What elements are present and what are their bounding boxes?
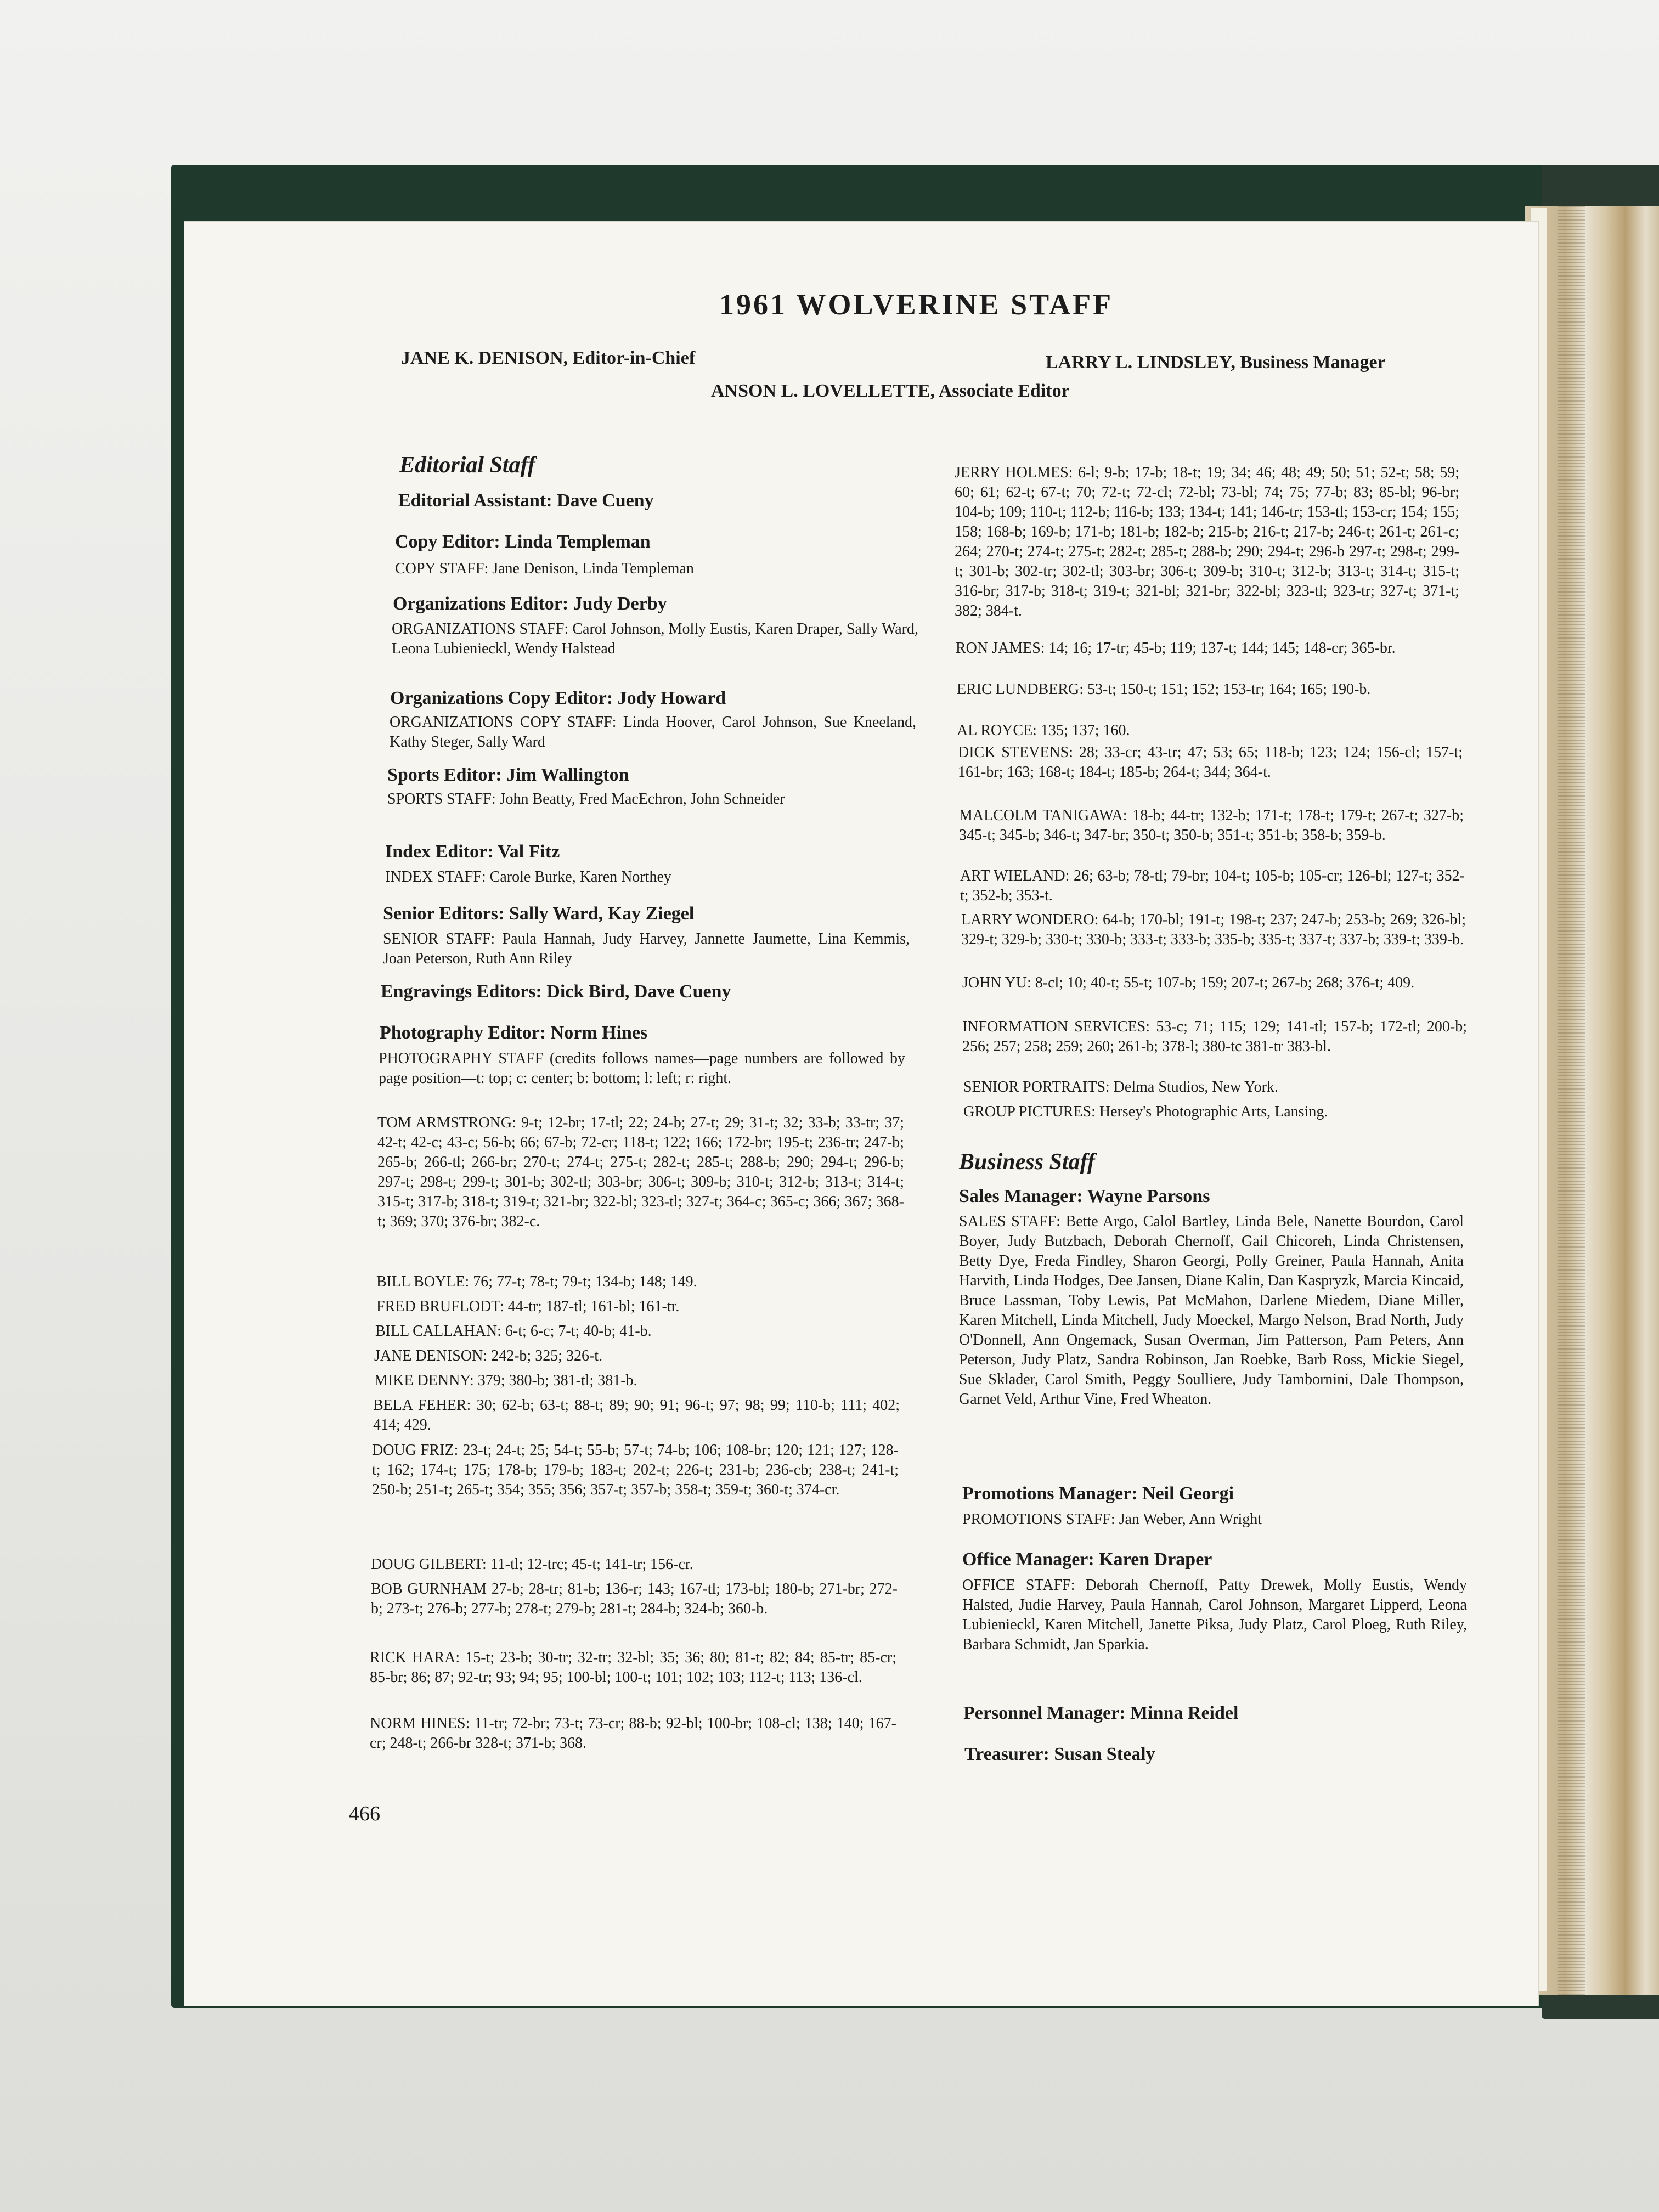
business-item: PROMOTIONS STAFF: Jan Weber, Ann Wright <box>962 1511 1262 1528</box>
business-item: Treasurer: Susan Stealy <box>964 1744 1155 1764</box>
photographer-credit: DOUG GILBERT: 11-tl; 12-trc; 45-t; 141-tr; 156-cr. <box>371 1556 693 1573</box>
editorial-item: INDEX STAFF: Carole Burke, Karen Northey <box>385 868 672 885</box>
editorial-item: SPORTS STAFF: John Beatty, Fred MacEchron, John Schneider <box>387 791 785 808</box>
business-staff-heading: Business Staff <box>959 1149 1095 1175</box>
editorial-item: ORGANIZATIONS STAFF: Carol Johnson, Molly Eustis, Karen Draper, Sally Ward, Leona Lubienieckl, Wendy Halstead <box>392 620 918 657</box>
business-item: Promotions Manager: Neil Georgi <box>962 1483 1234 1504</box>
photographer-credit: MALCOLM TANIGAWA: 18-b; 44-tr; 132-b; 171-t; 178-t; 179-t; 267-t; 327-b; 345-t; 345-b; 346-t; 347-br; 350-t; 350-b; 351-t; 351-b; 358-b; 359-b. <box>959 807 1464 844</box>
photographer-credit: JANE DENISON: 242-b; 325; 326-t. <box>374 1347 603 1364</box>
business-item: Sales Manager: Wayne Parsons <box>959 1186 1210 1206</box>
associate-editor: ANSON L. LOVELLETTE, Associate Editor <box>711 381 1070 401</box>
photographer-credit: BOB GURNHAM 27-b; 28-tr; 81-b; 136-r; 143; 167-tl; 173-bl; 180-b; 271-br; 272-b; 273-t; 276-b; 277-b; 278-t; 279-b; 281-t; 284-b; 324-b; 360-b. <box>371 1581 898 1617</box>
photographer-credit: ERIC LUNDBERG: 53-t; 150-t; 151; 152; 153-tr; 164; 165; 190-b. <box>957 681 1371 698</box>
editorial-item: Engravings Editors: Dick Bird, Dave Cueny <box>381 981 731 1002</box>
photographer-credit: LARRY WONDERO: 64-b; 170-bl; 191-t; 198-t; 237; 247-b; 253-b; 269; 326-bl; 329-t; 329-b; 330-t; 330-b; 333-t; 333-b; 335-b; 335-t; 337-t; 337-b; 339-t; 339-b. <box>961 911 1466 948</box>
photographer-credit: JERRY HOLMES: 6-l; 9-b; 17-b; 18-t; 19; 34; 46; 48; 49; 50; 51; 52-t; 58; 59; 60; 61; 62-t; 67-t; 70; 72-t; 72-cl; 72-bl; 73-bl; 74; 75; 77-b; 83; 85-bl; 96-br; 104-b; 109; 110-t; 112-b; 116-b; 133; 134-t; 141; 146-tr; 153-tl; 153-cr; 154; 155; 158; 168-b; 169-b; 171-b; 181-b; 182-b; 215-b; 216-t; 217-b; 246-t; 261-t; 261-c; 264; 270-t; 274-t; 275-t; 282-t; 285-t; 288-b; 290; 294-t; 296-b 297-t; 298-t; 299-t; 301-b; 302-tr; 302-tl; 303-br; 306-t; 309-b; 310-t; 312-b; 313-t; 314-t; 315-t; 316-br; 317-b; 318-t; 319-t; 321-bl; 321-br; 322-bl; 323-tl; 323-tr; 327-t; 371-t; 382; 384-t. <box>955 464 1459 619</box>
editorial-staff-heading: Editorial Staff <box>399 453 535 478</box>
yearbook-page <box>184 222 1538 2006</box>
photographer-credit: AL ROYCE: 135; 137; 160. <box>957 722 1130 739</box>
photographer-credit: DICK STEVENS: 28; 33-cr; 43-tr; 47; 53; 65; 118-b; 123; 124; 156-cl; 157-t; 161-br; 163; 168-t; 184-t; 185-b; 264-t; 344; 364-t. <box>958 744 1463 781</box>
photographer-credit: JOHN YU: 8-cl; 10; 40-t; 55-t; 107-b; 159; 207-t; 267-b; 268; 376-t; 409. <box>962 974 1415 991</box>
page-title: 1961 WOLVERINE STAFF <box>719 288 1114 321</box>
editorial-item: Copy Editor: Linda Templeman <box>395 532 651 552</box>
photographer-credit: GROUP PICTURES: Hersey's Photographic Arts, Lansing. <box>963 1103 1328 1120</box>
editorial-item: ORGANIZATIONS COPY STAFF: Linda Hoover, Carol Johnson, Sue Kneeland, Kathy Steger, Sally Ward <box>390 714 916 751</box>
editorial-item: Photography Editor: Norm Hines <box>380 1023 648 1043</box>
photographer-credit: RICK HARA: 15-t; 23-b; 30-tr; 32-tr; 32-bl; 35; 36; 80; 81-t; 82; 84; 85-tr; 85-cr; 85-br; 86; 87; 92-tr; 93; 94; 95; 100-bl; 100-t; 101; 102; 103; 112-t; 113; 136-cl. <box>370 1649 896 1686</box>
editorial-item: COPY STAFF: Jane Denison, Linda Templeman <box>395 560 694 577</box>
photographer-credit: MIKE DENNY: 379; 380-b; 381-tl; 381-b. <box>374 1372 637 1389</box>
business-item: Office Manager: Karen Draper <box>962 1549 1212 1570</box>
photographer-credit: BILL CALLAHAN: 6-t; 6-c; 7-t; 40-b; 41-b. <box>375 1323 652 1340</box>
editorial-item: Organizations Copy Editor: Jody Howard <box>390 688 726 708</box>
photographer-credit: DOUG FRIZ: 23-t; 24-t; 25; 54-t; 55-b; 57-t; 74-b; 106; 108-br; 120; 121; 127; 128-t; 162; 174-t; 175; 178-b; 179-b; 183-t; 202-t; 226-t; 231-b; 236-cb; 238-t; 241-t; 250-b; 251-t; 265-t; 354; 355; 356; 357-t; 357-b; 358-t; 359-t; 360-t; 374-cr. <box>372 1442 899 1498</box>
photographer-credit: BELA FEHER: 30; 62-b; 63-t; 88-t; 89; 90; 91; 96-t; 97; 98; 99; 110-b; 111; 402; 414; 429. <box>373 1397 900 1434</box>
editorial-item: PHOTOGRAPHY STAFF (credits follows names—page numbers are followed by page position—t: top; c: center; b: bottom; l: left; r: right. <box>379 1050 905 1087</box>
editorial-item: Senior Editors: Sally Ward, Kay Ziegel <box>383 904 695 924</box>
editorial-item: Editorial Assistant: Dave Cueny <box>398 490 654 511</box>
photographer-credit: BILL BOYLE: 76; 77-t; 78-t; 79-t; 134-b; 148; 149. <box>376 1273 697 1290</box>
editorial-item: Index Editor: Val Fitz <box>385 842 560 862</box>
business-item: SALES STAFF: Bette Argo, Calol Bartley, Linda Bele, Nanette Bourdon, Carol Boyer, Judy Butzbach, Deborah Chernoff, Gail Chicoreh, Linda Christensen, Betty Dye, Freda Findley, Sharon Georgi, Polly Greiner, Paula Hannah, Anita Harvith, Linda Hodges, Dee Jansen, Diane Kalin, Dan Kaspryzk, Marcia Kincaid, Bruce Lassman, Toby Lewis, Pat McMahon, Darlene Miedem, Diane Miller, Karen Mitchell, Linda Mitchell, Judy Moeckel, Margo Nelson, Brad North, Judy O'Donnell, Ann Ongemack, Susan Overman, Jim Patterson, Pam Peters, Ann Peterson, Judy Platz, Sandra Robinson, Jan Roebke, Barb Ross, Mickie Siegel, Sue Sklader, Carol Smith, Peggy Soulliere, Judy Tambornini, Dale Thompson, Garnet Veld, Arthur Vine, Fred Wheaton. <box>959 1213 1464 1408</box>
photographer-credit: RON JAMES: 14; 16; 17-tr; 45-b; 119; 137-t; 144; 145; 148-cr; 365-br. <box>956 640 1396 657</box>
business-manager: LARRY L. LINDSLEY, Business Manager <box>1046 352 1386 373</box>
photographer-credit: ART WIELAND: 26; 63-b; 78-tl; 79-br; 104-t; 105-b; 105-cr; 126-bl; 127-t; 352-t; 352-b; 353-t. <box>960 867 1465 904</box>
photographer-credit: NORM HINES: 11-tr; 72-br; 73-t; 73-cr; 88-b; 92-bl; 100-br; 108-cl; 138; 140; 167-cr; 248-t; 266-br 328-t; 371-b; 368. <box>370 1715 896 1752</box>
business-item: OFFICE STAFF: Deborah Chernoff, Patty Drewek, Molly Eustis, Wendy Halsted, Judie Harvey, Paula Hannah, Carol Johnson, Margaret Lipperd, Leona Lubienieckl, Karen Mitchell, Janette Piksa, Judy Platz, Carol Ploeg, Ruth Riley, Barbara Schmidt, Jan Sparkia. <box>962 1577 1467 1653</box>
photographer-credit: TOM ARMSTRONG: 9-t; 12-br; 17-tl; 22; 24-b; 27-t; 29; 31-t; 32; 33-b; 33-tr; 37; 42-t; 42-c; 43-c; 56-b; 66; 67-b; 72-cr; 118-t; 122; 166; 172-br; 195-t; 236-tr; 247-b; 265-b; 266-tl; 266-br; 270-t; 274-t; 275-t; 282-t; 285-t; 288-b; 290; 294-t; 296-b; 297-t; 298-t; 299-t; 301-b; 302-tl; 303-br; 306-t; 309-b; 310-t; 312-b; 313-t; 314-t; 315-t; 317-b; 318-t; 319-t; 321-br; 322-bl; 323-tl; 327-t; 364-c; 365-c; 366; 367; 368-t; 369; 370; 376-br; 382-c. <box>377 1114 904 1230</box>
photographer-credit: INFORMATION SERVICES: 53-c; 71; 115; 129; 141-tl; 157-b; 172-tl; 200-b; 256; 257; 258; 259; 260; 261-b; 378-l; 380-tc 381-tr 383-bl. <box>962 1018 1467 1055</box>
page-number: 466 <box>349 1802 380 1825</box>
editorial-item: SENIOR STAFF: Paula Hannah, Judy Harvey, Jannette Jaumette, Lina Kemmis, Joan Peterson, Ruth Ann Riley <box>383 930 910 967</box>
business-item: Personnel Manager: Minna Reidel <box>963 1703 1239 1723</box>
editorial-item: Organizations Editor: Judy Derby <box>393 594 667 614</box>
photographer-credit: FRED BRUFLODT: 44-tr; 187-tl; 161-bl; 161-tr. <box>376 1298 680 1315</box>
editorial-item: Sports Editor: Jim Wallington <box>387 765 629 785</box>
photographer-credit: SENIOR PORTRAITS: Delma Studios, New York. <box>963 1079 1278 1096</box>
editor-in-chief: JANE K. DENISON, Editor-in-Chief <box>401 348 696 368</box>
